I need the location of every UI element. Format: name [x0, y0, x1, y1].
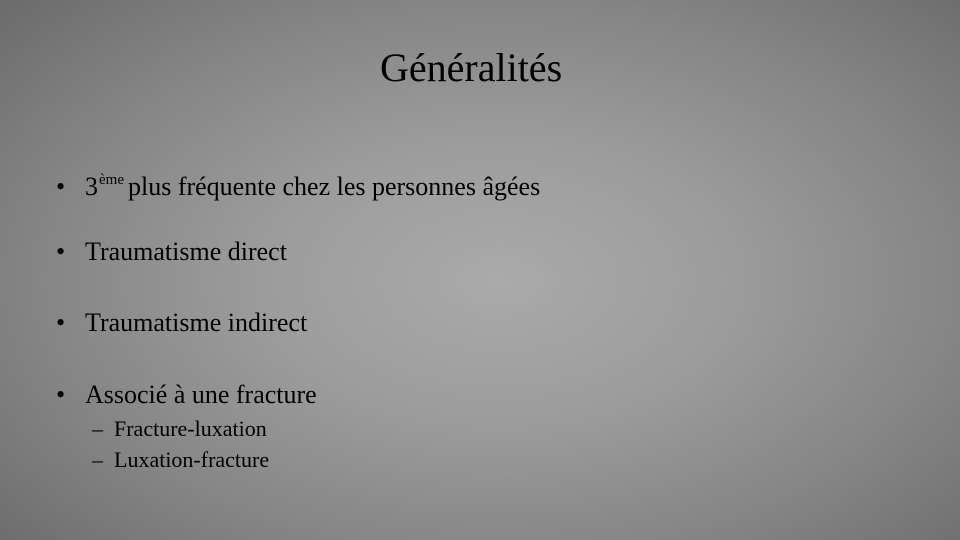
sub-bullet-text: Luxation-fracture — [114, 447, 270, 472]
bullet-item-3 — [56, 306, 307, 340]
bullet-item-1 — [56, 163, 540, 204]
bullet-item-2 — [56, 235, 287, 269]
bullet-text: Traumatisme indirect — [85, 308, 308, 337]
sub-bullet-text: Fracture-luxation — [114, 416, 267, 441]
bullet-icon: • — [56, 380, 66, 409]
bullet-prefix: 3 — [85, 172, 98, 201]
slide-title: Généralités — [380, 45, 563, 90]
dash-icon: – — [92, 447, 103, 472]
bullet-icon: • — [56, 172, 66, 201]
sub-bullet-item-2 — [92, 445, 269, 475]
sub-bullet-item-1 — [92, 414, 267, 444]
bullet-item-4 — [56, 378, 317, 412]
bullet-icon: • — [56, 237, 66, 266]
bullet-icon: • — [56, 308, 66, 337]
bullet-text: Traumatisme direct — [85, 237, 287, 266]
dash-icon: – — [92, 416, 103, 441]
bullet-superscript: ème — [99, 172, 124, 188]
bullet-text: Associé à une fracture — [85, 380, 317, 409]
bullet-text: plus fréquente chez les personnes âgées — [127, 172, 541, 201]
